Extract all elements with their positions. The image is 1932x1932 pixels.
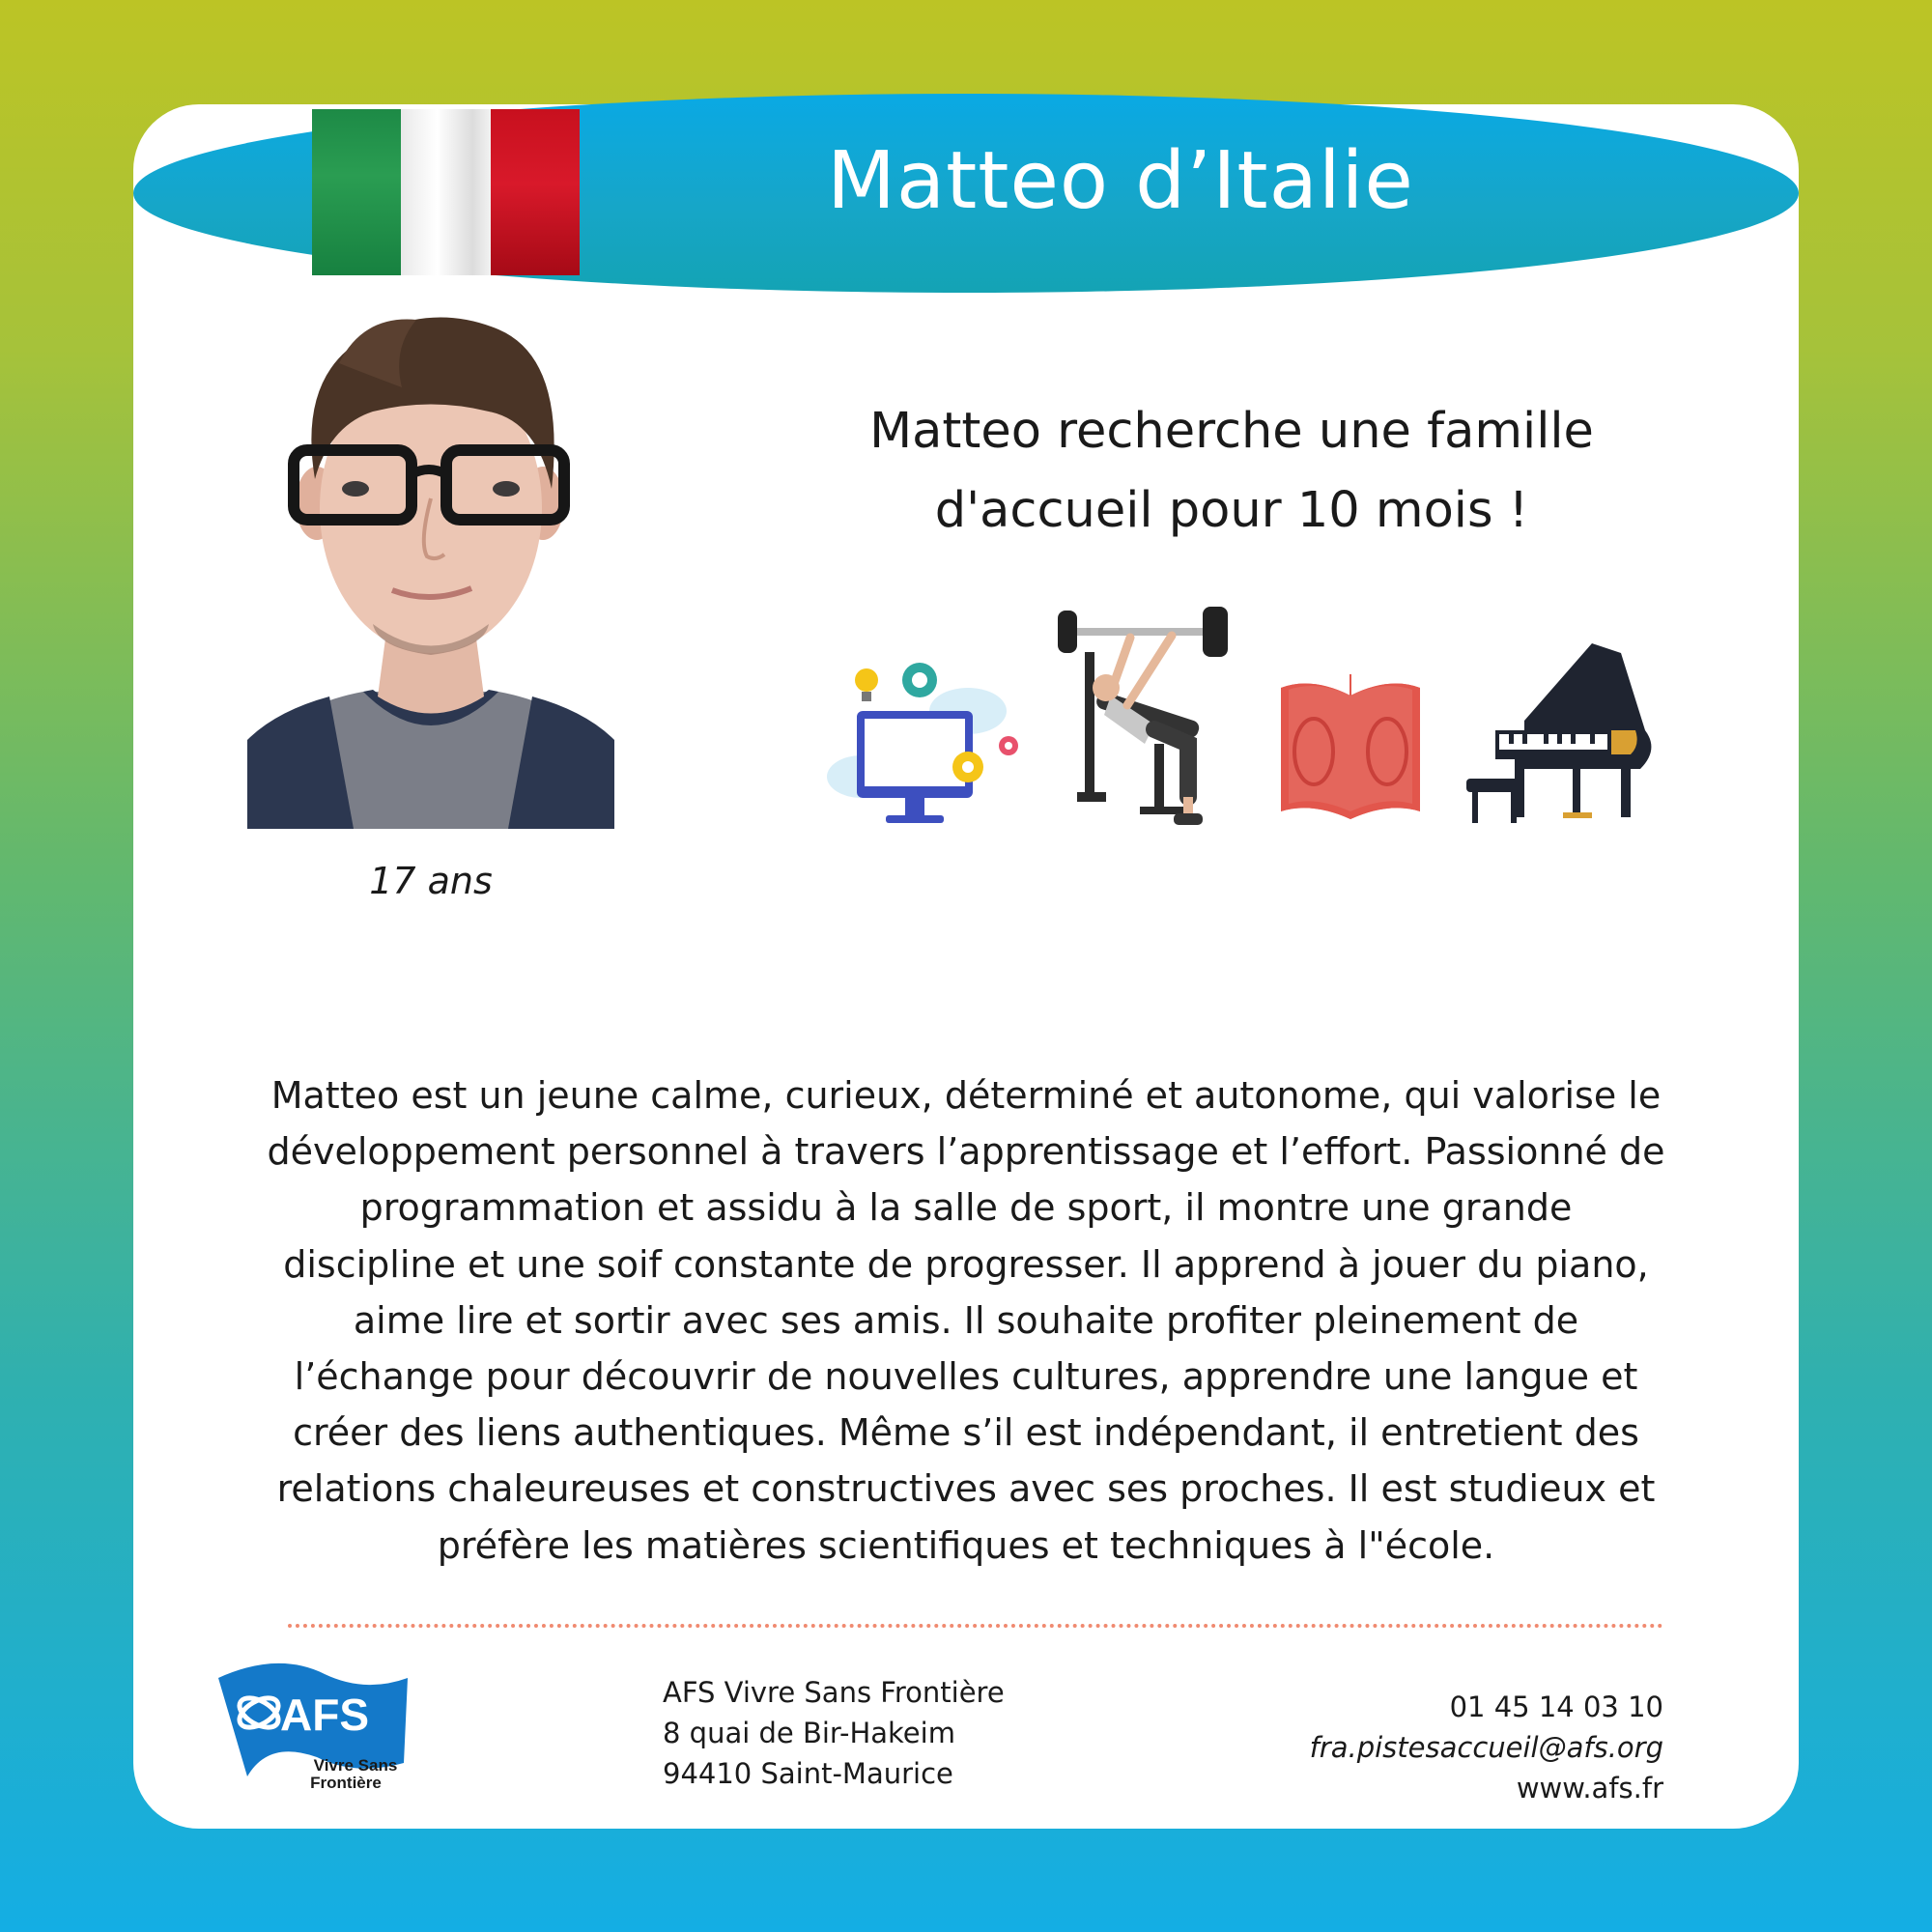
age-label: 17 ans [369,860,493,902]
description-line: discipline et une soif constante de progresser. Il apprend à jouer du piano, [283,1242,1649,1286]
description-line: l’échange pour découvrir de nouvelles cultures, apprendre une langue et [294,1355,1638,1399]
weightlifting-icon [1058,599,1236,831]
description-line: aime lire et sortir avec ses amis. Il souhaite profiter pleinement de [353,1298,1579,1342]
description-line: créer des liens authentiques. Même s’il est indépendant, il entretient des [293,1411,1639,1455]
page-title: Matteo d’Italie [827,135,1414,227]
italy-flag-icon [312,109,580,275]
description-line: développement personnel à travers l’apprentissage et l’effort. Passionné de [267,1130,1665,1174]
description-line: préfère les matières scientifiques et techniques à l"école. [437,1523,1495,1567]
headline-line-2: d'accueil pour 10 mois ! [934,482,1529,539]
portrait-photo [247,305,614,829]
afs-logo-text: AFS [280,1690,369,1740]
description [193,1067,1739,1574]
headline-line-1: Matteo recherche une famille [869,403,1594,460]
description-line: programmation et assidu à la salle de sport, il montre une grande [359,1186,1573,1230]
phone-number[interactable]: 01 45 14 03 10 [1449,1690,1663,1723]
afs-logo-tagline-1: Vivre Sans [313,1756,398,1775]
address-block [663,1672,1005,1794]
contact-block [1310,1687,1663,1808]
address-line-1: AFS Vivre Sans Frontière [663,1676,1005,1709]
description-line: Matteo est un jeune calme, curieux, déterminé et autonome, qui valorise le [270,1074,1662,1117]
address-line-2: 8 quai de Bir-Hakeim [663,1717,955,1749]
afs-logo [211,1657,415,1792]
address-line-3: 94410 Saint-Maurice [663,1757,953,1790]
description-line: relations chaleureuses et constructives avec ses proches. Il est studieux et [276,1467,1656,1511]
headline [773,392,1690,551]
book-icon [1273,667,1428,821]
email-link[interactable]: fra.pistesaccueil@afs.org [1309,1731,1663,1764]
footer-divider [288,1624,1663,1628]
programming-icon [823,661,1028,831]
piano-icon [1466,634,1671,831]
website-link[interactable]: www.afs.fr [1516,1772,1663,1804]
afs-logo-tagline-2: Frontière [310,1774,382,1792]
